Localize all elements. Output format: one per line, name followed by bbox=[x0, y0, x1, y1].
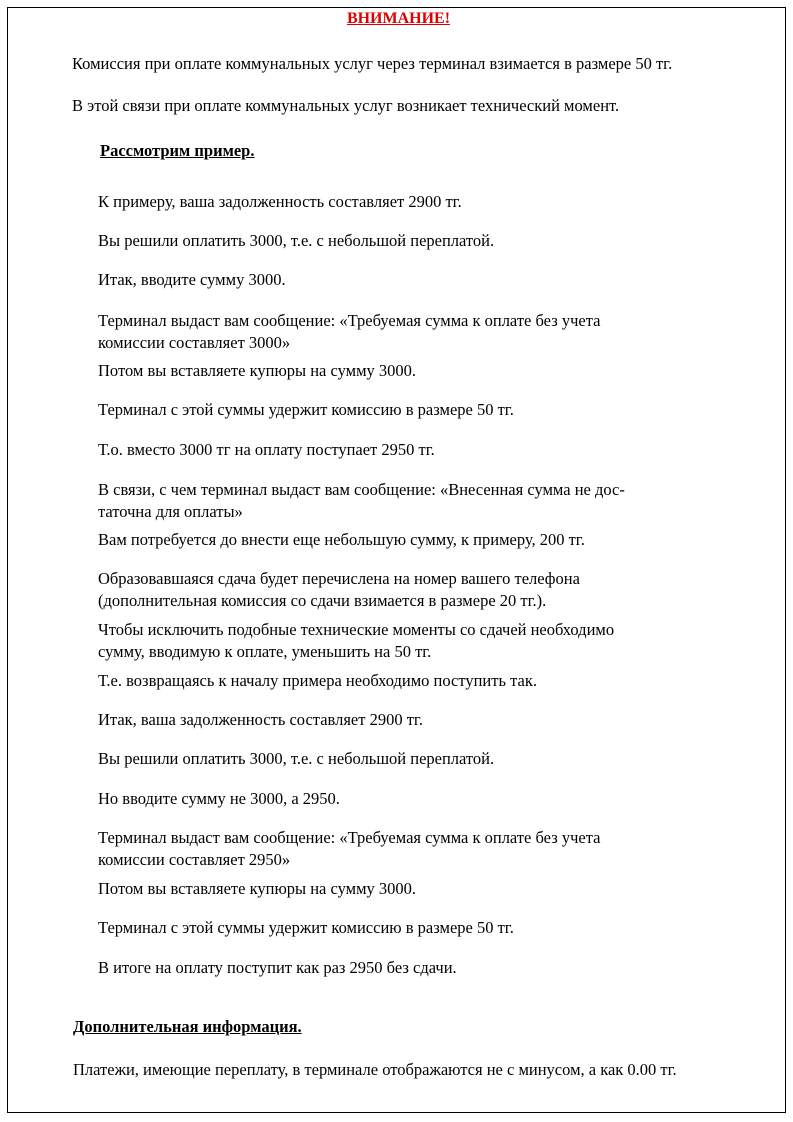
additional-text: Платежи, имеющие переплату, в терминале отображаются не с минусом, а как 0.00 тг. bbox=[73, 1060, 677, 1079]
document-frame bbox=[7, 7, 786, 1113]
example-line-19: Но вводите сумму не 3000, а 2950. bbox=[98, 789, 340, 808]
example-line-22: Потом вы вставляете купюры на сумму 3000. bbox=[98, 879, 417, 898]
warning-title bbox=[0, 10, 793, 28]
additional-heading: Дополнительная информация. bbox=[73, 1017, 302, 1036]
example-line-24: В итоге на оплату поступит как раз 2950 без сдачи. bbox=[98, 958, 457, 977]
example-line-10: таточна для оплаты» bbox=[98, 502, 243, 521]
example-line-12: Образовавшаяся сдача будет перечислена на номер вашего телефона bbox=[98, 569, 580, 588]
example-line-1: К примеру, ваша задолженность составляет 2900 тг. bbox=[98, 192, 462, 211]
example-line-4: Терминал выдаст вам сообщение: «Требуемая сумма к оплате без учета bbox=[98, 311, 601, 330]
warning-title-text: ВНИМАНИЕ! bbox=[346, 10, 451, 27]
example-line-7: Терминал с этой суммы удержит комиссию в размере 50 тг. bbox=[98, 400, 514, 419]
example-line-3: Итак, вводите сумму 3000. bbox=[98, 270, 286, 289]
example-line-16: Т.е. возвращаясь к началу примера необходимо поступить так. bbox=[98, 671, 537, 690]
example-line-23: Терминал с этой суммы удержит комиссию в размере 50 тг. bbox=[98, 918, 514, 937]
example-line-5: комиссии составляет 3000» bbox=[98, 333, 291, 352]
intro-technical: В этой связи при оплате коммунальных услуг возникает технический момент. bbox=[72, 96, 620, 115]
example-line-18: Вы решили оплатить 3000, т.е. с небольшой переплатой. bbox=[98, 749, 495, 768]
intro-commission: Комиссия при оплате коммунальных услуг через терминал взимается в размере 50 тг. bbox=[72, 54, 673, 73]
example-line-6: Потом вы вставляете купюры на сумму 3000. bbox=[98, 361, 417, 380]
example-line-11: Вам потребуется до внести еще небольшую сумму, к примеру, 200 тг. bbox=[98, 530, 585, 549]
example-line-21: комиссии составляет 2950» bbox=[98, 850, 291, 869]
example-line-14: Чтобы исключить подобные технические моменты со сдачей необходимо bbox=[98, 620, 615, 639]
example-line-15: сумму, вводимую к оплате, уменьшить на 50 тг. bbox=[98, 642, 432, 661]
example-line-17: Итак, ваша задолженность составляет 2900 тг. bbox=[98, 710, 423, 729]
example-line-20: Терминал выдаст вам сообщение: «Требуемая сумма к оплате без учета bbox=[98, 828, 601, 847]
example-line-2: Вы решили оплатить 3000, т.е. с небольшой переплатой. bbox=[98, 231, 495, 250]
example-heading: Рассмотрим пример. bbox=[100, 141, 255, 160]
example-line-8: Т.о. вместо 3000 тг на оплату поступает 2950 тг. bbox=[98, 440, 435, 459]
example-line-9: В связи, с чем терминал выдаст вам сообщение: «Внесенная сумма не дос- bbox=[98, 480, 625, 499]
example-line-13: (дополнительная комиссия со сдачи взимается в размере 20 тг.). bbox=[98, 591, 547, 610]
